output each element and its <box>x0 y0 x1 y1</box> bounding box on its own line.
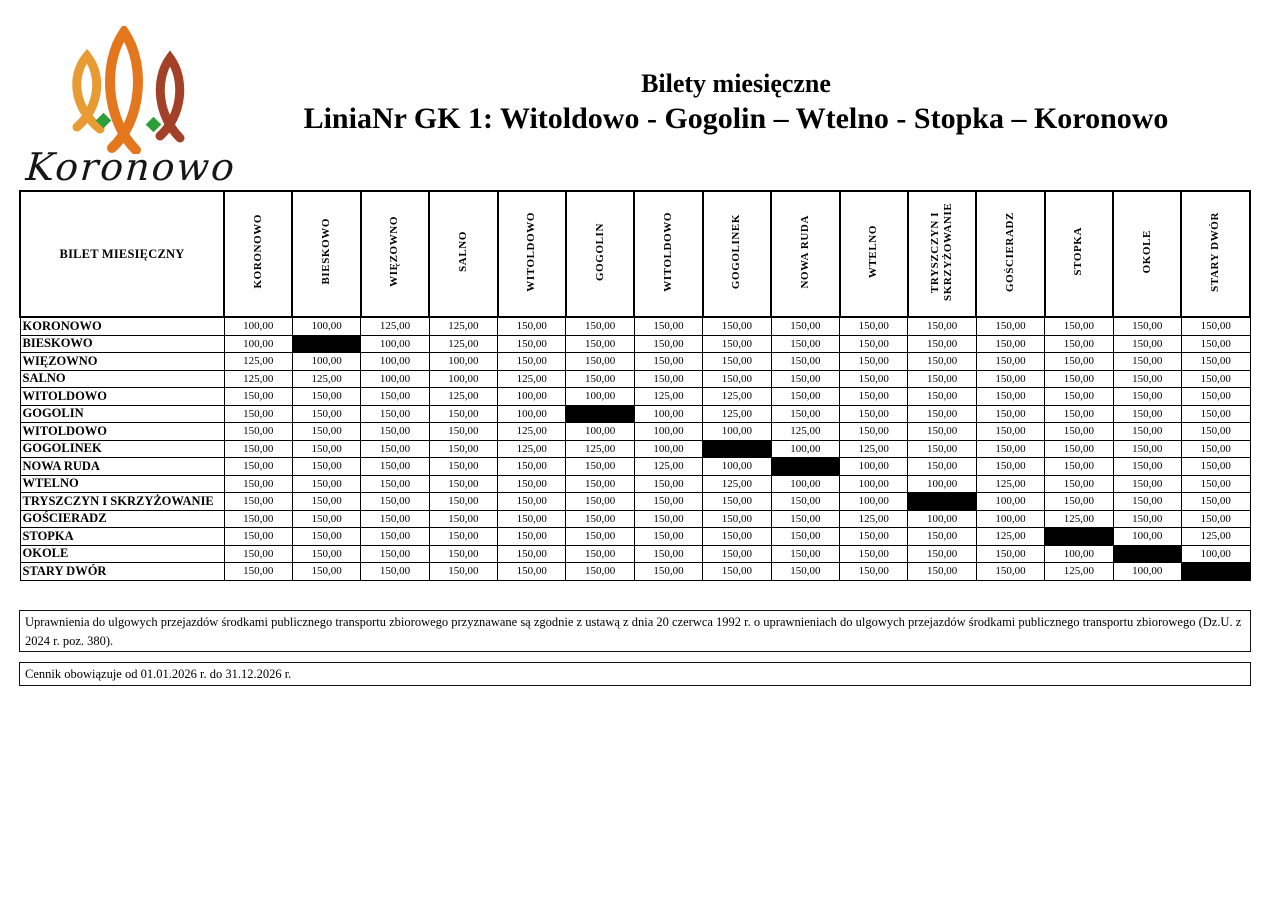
price-cell: 125,00 <box>292 370 360 388</box>
price-cell: 125,00 <box>429 388 497 406</box>
table-row-stary-dwór <box>20 563 1250 581</box>
table-row-bieskowo <box>20 335 1250 353</box>
price-cell: 150,00 <box>634 563 702 581</box>
price-cell: 150,00 <box>908 458 976 476</box>
price-cell: 150,00 <box>703 370 771 388</box>
price-cell: 125,00 <box>498 440 566 458</box>
price-cell: 125,00 <box>703 405 771 423</box>
row-label: WITOLDOWO <box>20 423 224 441</box>
price-cell: 150,00 <box>840 353 908 371</box>
price-cell: 150,00 <box>1181 475 1250 493</box>
row-label: GOŚCIERADZ <box>20 510 224 528</box>
price-cell: 100,00 <box>634 423 702 441</box>
col-header-label: GOGOLINEK <box>730 213 743 290</box>
price-cell: 150,00 <box>429 528 497 546</box>
price-cell: 150,00 <box>498 528 566 546</box>
price-cell: 150,00 <box>361 493 429 511</box>
price-cell: 100,00 <box>498 405 566 423</box>
price-cell: 125,00 <box>224 353 292 371</box>
price-cell: 150,00 <box>634 317 702 335</box>
price-cell: 150,00 <box>976 353 1044 371</box>
blocked-cell <box>1181 563 1250 581</box>
table-row-gościeradz <box>20 510 1250 528</box>
price-cell: 150,00 <box>498 563 566 581</box>
col-header-label: STOPKA <box>1072 227 1085 276</box>
price-cell: 150,00 <box>1045 335 1113 353</box>
row-label: STARY DWÓR <box>20 563 224 581</box>
header-row <box>20 191 1250 317</box>
price-cell: 150,00 <box>1045 317 1113 335</box>
price-cell: 125,00 <box>498 370 566 388</box>
blocked-cell <box>1045 528 1113 546</box>
price-cell: 100,00 <box>224 317 292 335</box>
price-cell: 150,00 <box>429 563 497 581</box>
price-cell: 100,00 <box>840 475 908 493</box>
price-table-header <box>20 191 1250 317</box>
price-cell: 150,00 <box>634 370 702 388</box>
price-cell: 150,00 <box>976 370 1044 388</box>
price-cell: 150,00 <box>634 353 702 371</box>
price-table-body <box>20 317 1250 580</box>
price-cell: 150,00 <box>224 510 292 528</box>
price-cell: 100,00 <box>566 423 634 441</box>
price-cell: 150,00 <box>361 458 429 476</box>
price-cell: 150,00 <box>292 440 360 458</box>
price-cell: 100,00 <box>1181 545 1250 563</box>
price-cell: 150,00 <box>1113 493 1181 511</box>
price-cell: 150,00 <box>498 475 566 493</box>
price-cell: 150,00 <box>224 388 292 406</box>
corner-cell: BILET MIESIĘCZNY <box>20 191 224 317</box>
price-cell: 150,00 <box>292 423 360 441</box>
price-cell: 100,00 <box>292 317 360 335</box>
price-cell: 150,00 <box>976 388 1044 406</box>
price-cell: 150,00 <box>292 563 360 581</box>
price-cell: 150,00 <box>1113 335 1181 353</box>
price-cell: 150,00 <box>1113 405 1181 423</box>
price-cell: 100,00 <box>771 475 839 493</box>
price-cell: 150,00 <box>292 545 360 563</box>
price-cell: 150,00 <box>429 493 497 511</box>
price-cell: 100,00 <box>634 405 702 423</box>
price-cell: 150,00 <box>361 510 429 528</box>
col-header-witoldowo <box>498 191 566 317</box>
col-header-label: OKOLE <box>1140 229 1153 274</box>
col-header-label: GOŚCIERADZ <box>1003 211 1016 292</box>
price-cell: 125,00 <box>634 458 702 476</box>
table-row-gogolin <box>20 405 1250 423</box>
price-cell: 150,00 <box>634 528 702 546</box>
table-row-witoldowo <box>20 388 1250 406</box>
col-header-tryszczyn-i-skrzyżowanie <box>908 191 976 317</box>
price-cell: 150,00 <box>566 353 634 371</box>
price-cell: 150,00 <box>703 335 771 353</box>
col-header-stopka <box>1045 191 1113 317</box>
price-cell: 150,00 <box>703 563 771 581</box>
price-cell: 125,00 <box>361 317 429 335</box>
price-cell: 150,00 <box>361 475 429 493</box>
price-cell: 150,00 <box>566 458 634 476</box>
price-cell: 150,00 <box>1181 353 1250 371</box>
price-cell: 150,00 <box>976 335 1044 353</box>
price-cell: 150,00 <box>1045 440 1113 458</box>
col-header-label: GOGOLIN <box>593 222 606 281</box>
price-cell: 150,00 <box>566 528 634 546</box>
blocked-cell <box>1113 545 1181 563</box>
price-cell: 150,00 <box>703 510 771 528</box>
row-label: GOGOLINEK <box>20 440 224 458</box>
table-row-salno <box>20 370 1250 388</box>
price-cell: 150,00 <box>1181 510 1250 528</box>
price-cell: 125,00 <box>840 510 908 528</box>
price-cell: 150,00 <box>566 493 634 511</box>
price-cell: 150,00 <box>224 423 292 441</box>
price-cell: 150,00 <box>1045 353 1113 371</box>
table-row-gogolinek <box>20 440 1250 458</box>
price-cell: 150,00 <box>976 423 1044 441</box>
price-cell: 150,00 <box>566 545 634 563</box>
table-row-okole <box>20 545 1250 563</box>
price-cell: 150,00 <box>840 528 908 546</box>
price-cell: 150,00 <box>771 510 839 528</box>
price-cell: 100,00 <box>429 370 497 388</box>
price-cell: 150,00 <box>771 563 839 581</box>
price-cell: 150,00 <box>840 388 908 406</box>
price-cell: 150,00 <box>566 335 634 353</box>
price-cell: 150,00 <box>498 545 566 563</box>
price-cell: 150,00 <box>498 510 566 528</box>
price-cell: 150,00 <box>634 493 702 511</box>
price-cell: 100,00 <box>361 335 429 353</box>
price-cell: 150,00 <box>840 335 908 353</box>
price-cell: 150,00 <box>429 423 497 441</box>
price-cell: 150,00 <box>224 475 292 493</box>
price-cell: 150,00 <box>771 335 839 353</box>
price-cell: 150,00 <box>498 458 566 476</box>
price-cell: 150,00 <box>908 405 976 423</box>
price-cell: 125,00 <box>1181 528 1250 546</box>
note-discounts: Uprawnienia do ulgowych przejazdów środkami publicznego transportu zbiorowego przyznawane są zgodnie z ustawą z dnia 20 czerwca 1992 r. o uprawnieniach do ulgowych przejazdów środkami publicznego transportu zbiorowego (Dz.U. z 2024 r. poz. 380). <box>19 610 1251 652</box>
price-cell: 150,00 <box>224 405 292 423</box>
price-cell: 150,00 <box>292 405 360 423</box>
price-cell: 150,00 <box>566 475 634 493</box>
price-cell: 150,00 <box>703 317 771 335</box>
price-cell: 150,00 <box>1181 388 1250 406</box>
price-cell: 150,00 <box>908 335 976 353</box>
price-cell: 150,00 <box>840 405 908 423</box>
row-label: OKOLE <box>20 545 224 563</box>
document-title <box>220 68 1252 138</box>
price-cell: 150,00 <box>1113 370 1181 388</box>
price-cell: 150,00 <box>1113 510 1181 528</box>
price-cell: 100,00 <box>771 440 839 458</box>
col-header-label: SALNO <box>456 231 469 272</box>
price-cell: 150,00 <box>361 388 429 406</box>
table-row-nowa-ruda <box>20 458 1250 476</box>
price-cell: 150,00 <box>1045 493 1113 511</box>
price-cell: 150,00 <box>771 317 839 335</box>
col-header-wtelno <box>840 191 908 317</box>
table-row-więzowno <box>20 353 1250 371</box>
table-row-witoldowo <box>20 423 1250 441</box>
price-cell: 150,00 <box>976 563 1044 581</box>
price-cell: 125,00 <box>429 335 497 353</box>
price-cell: 150,00 <box>429 440 497 458</box>
col-header-gościeradz <box>976 191 1044 317</box>
price-cell: 150,00 <box>566 317 634 335</box>
price-cell: 150,00 <box>908 388 976 406</box>
price-cell: 100,00 <box>429 353 497 371</box>
blocked-cell <box>771 458 839 476</box>
price-cell: 150,00 <box>429 458 497 476</box>
price-cell: 150,00 <box>1181 458 1250 476</box>
col-header-label: BIESKOWO <box>320 218 333 285</box>
price-cell: 150,00 <box>703 353 771 371</box>
price-cell: 150,00 <box>361 405 429 423</box>
price-cell: 100,00 <box>1113 528 1181 546</box>
price-cell: 150,00 <box>976 440 1044 458</box>
price-cell: 150,00 <box>498 493 566 511</box>
price-cell: 125,00 <box>840 440 908 458</box>
row-label: BIESKOWO <box>20 335 224 353</box>
price-cell: 100,00 <box>976 510 1044 528</box>
price-cell: 150,00 <box>224 528 292 546</box>
price-cell: 150,00 <box>1045 388 1113 406</box>
price-cell: 150,00 <box>1181 423 1250 441</box>
price-cell: 150,00 <box>498 317 566 335</box>
price-cell: 150,00 <box>566 563 634 581</box>
price-cell: 150,00 <box>634 510 702 528</box>
table-row-stopka <box>20 528 1250 546</box>
col-header-nowa-ruda <box>771 191 839 317</box>
price-cell: 150,00 <box>908 423 976 441</box>
blocked-cell <box>908 493 976 511</box>
price-cell: 150,00 <box>771 405 839 423</box>
price-cell: 150,00 <box>1113 388 1181 406</box>
price-cell: 100,00 <box>361 353 429 371</box>
price-cell: 150,00 <box>566 370 634 388</box>
price-cell: 150,00 <box>1045 458 1113 476</box>
price-cell: 150,00 <box>224 493 292 511</box>
price-cell: 150,00 <box>361 423 429 441</box>
price-cell: 100,00 <box>1045 545 1113 563</box>
price-cell: 100,00 <box>840 493 908 511</box>
price-cell: 100,00 <box>1113 563 1181 581</box>
price-cell: 150,00 <box>429 405 497 423</box>
price-cell: 100,00 <box>703 458 771 476</box>
price-cell: 150,00 <box>840 423 908 441</box>
price-cell: 150,00 <box>976 458 1044 476</box>
row-label: TRYSZCZYN I SKRZYŻOWANIE <box>20 493 224 511</box>
price-cell: 150,00 <box>1181 440 1250 458</box>
price-cell: 150,00 <box>976 317 1044 335</box>
koronowo-logo <box>24 26 238 192</box>
col-header-koronowo <box>224 191 292 317</box>
price-cell: 125,00 <box>566 440 634 458</box>
col-header-label: WITOLDOWO <box>525 211 538 292</box>
price-cell: 100,00 <box>292 353 360 371</box>
price-cell: 150,00 <box>292 475 360 493</box>
price-cell: 150,00 <box>771 528 839 546</box>
row-label: NOWA RUDA <box>20 458 224 476</box>
blocked-cell <box>292 335 360 353</box>
price-cell: 125,00 <box>703 475 771 493</box>
price-cell: 100,00 <box>840 458 908 476</box>
price-cell: 150,00 <box>771 493 839 511</box>
price-cell: 150,00 <box>292 528 360 546</box>
price-cell: 150,00 <box>361 563 429 581</box>
price-cell: 150,00 <box>771 545 839 563</box>
price-cell: 100,00 <box>976 493 1044 511</box>
price-cell: 150,00 <box>566 510 634 528</box>
price-cell: 100,00 <box>908 510 976 528</box>
price-cell: 125,00 <box>771 423 839 441</box>
koronowo-logo-icon <box>56 26 196 154</box>
col-header-więzowno <box>361 191 429 317</box>
price-cell: 100,00 <box>361 370 429 388</box>
price-cell: 150,00 <box>1181 335 1250 353</box>
price-cell: 125,00 <box>429 317 497 335</box>
price-cell: 150,00 <box>224 545 292 563</box>
price-cell: 150,00 <box>840 545 908 563</box>
price-cell: 150,00 <box>771 388 839 406</box>
price-cell: 100,00 <box>703 423 771 441</box>
col-header-okole <box>1113 191 1181 317</box>
price-cell: 150,00 <box>361 440 429 458</box>
table-row-wtelno <box>20 475 1250 493</box>
price-cell: 100,00 <box>498 388 566 406</box>
price-cell: 150,00 <box>1181 370 1250 388</box>
price-cell: 150,00 <box>1113 475 1181 493</box>
col-header-label: STARY DWÓR <box>1209 211 1222 292</box>
price-cell: 150,00 <box>1181 493 1250 511</box>
price-cell: 150,00 <box>908 353 976 371</box>
price-cell: 150,00 <box>1113 317 1181 335</box>
title-line1: Bilety miesięczne <box>641 69 831 98</box>
col-header-label: WTELNO <box>867 224 880 279</box>
price-cell: 125,00 <box>498 423 566 441</box>
price-cell: 150,00 <box>292 493 360 511</box>
price-cell: 125,00 <box>976 528 1044 546</box>
row-label: STOPKA <box>20 528 224 546</box>
note-validity: Cennik obowiązuje od 01.01.2026 r. do 31.12.2026 r. <box>19 662 1251 686</box>
price-cell: 100,00 <box>224 335 292 353</box>
col-header-gogolin <box>566 191 634 317</box>
price-cell: 150,00 <box>634 545 702 563</box>
logo-wordmark: Koronowo <box>24 145 238 189</box>
price-cell: 100,00 <box>908 475 976 493</box>
table-row-tryszczyn-i-skrzyżowanie <box>20 493 1250 511</box>
price-cell: 150,00 <box>429 510 497 528</box>
price-cell: 150,00 <box>908 545 976 563</box>
price-cell: 125,00 <box>703 388 771 406</box>
price-cell: 125,00 <box>224 370 292 388</box>
price-cell: 150,00 <box>224 563 292 581</box>
price-cell: 125,00 <box>634 388 702 406</box>
price-cell: 125,00 <box>1045 563 1113 581</box>
row-label: WITOLDOWO <box>20 388 224 406</box>
price-cell: 150,00 <box>224 458 292 476</box>
price-cell: 150,00 <box>1045 405 1113 423</box>
price-cell: 100,00 <box>566 388 634 406</box>
price-cell: 150,00 <box>1113 423 1181 441</box>
price-cell: 150,00 <box>840 370 908 388</box>
price-cell: 150,00 <box>634 475 702 493</box>
price-cell: 150,00 <box>498 335 566 353</box>
price-cell: 150,00 <box>908 440 976 458</box>
price-cell: 150,00 <box>1113 458 1181 476</box>
price-cell: 150,00 <box>976 405 1044 423</box>
col-header-gogolinek <box>703 191 771 317</box>
price-cell: 150,00 <box>1045 370 1113 388</box>
col-header-label: KORONOWO <box>251 214 264 289</box>
price-cell: 150,00 <box>908 317 976 335</box>
price-cell: 150,00 <box>1113 440 1181 458</box>
col-header-stary-dwór <box>1181 191 1250 317</box>
price-table <box>19 190 1251 581</box>
row-label: SALNO <box>20 370 224 388</box>
price-cell: 125,00 <box>1045 510 1113 528</box>
price-cell: 150,00 <box>361 528 429 546</box>
col-header-witoldowo <box>634 191 702 317</box>
price-cell: 150,00 <box>908 370 976 388</box>
row-label: WTELNO <box>20 475 224 493</box>
price-cell: 150,00 <box>1045 423 1113 441</box>
col-header-label: NOWA RUDA <box>798 214 811 289</box>
price-cell: 150,00 <box>976 545 1044 563</box>
title-line2: LiniaNr GK 1: Witoldowo - Gogolin – Wtelno - Stopka – Koronowo <box>303 102 1169 135</box>
price-cell: 150,00 <box>292 458 360 476</box>
col-header-bieskowo <box>292 191 360 317</box>
price-cell: 150,00 <box>1181 405 1250 423</box>
price-cell: 150,00 <box>908 528 976 546</box>
price-cell: 150,00 <box>498 353 566 371</box>
price-cell: 150,00 <box>771 370 839 388</box>
col-header-label: TRYSZCZYN I SKRZYŻOWANIE <box>929 202 955 301</box>
price-cell: 150,00 <box>634 335 702 353</box>
price-cell: 150,00 <box>292 510 360 528</box>
price-cell: 150,00 <box>703 528 771 546</box>
col-header-label: WIĘZOWNO <box>388 216 401 287</box>
price-cell: 100,00 <box>634 440 702 458</box>
price-cell: 150,00 <box>840 563 908 581</box>
price-cell: 150,00 <box>224 440 292 458</box>
row-label: GOGOLIN <box>20 405 224 423</box>
price-cell: 150,00 <box>292 388 360 406</box>
table-row-koronowo <box>20 317 1250 335</box>
price-cell: 150,00 <box>1181 317 1250 335</box>
blocked-cell <box>566 405 634 423</box>
price-cell: 150,00 <box>1045 475 1113 493</box>
col-header-label: WITOLDOWO <box>662 211 675 292</box>
price-cell: 150,00 <box>703 493 771 511</box>
col-header-salno <box>429 191 497 317</box>
price-cell: 150,00 <box>429 545 497 563</box>
price-cell: 125,00 <box>976 475 1044 493</box>
row-label: KORONOWO <box>20 317 224 335</box>
price-cell: 150,00 <box>771 353 839 371</box>
price-cell: 150,00 <box>1113 353 1181 371</box>
price-cell: 150,00 <box>361 545 429 563</box>
price-cell: 150,00 <box>840 317 908 335</box>
price-cell: 150,00 <box>703 545 771 563</box>
price-cell: 150,00 <box>908 563 976 581</box>
price-cell: 150,00 <box>429 475 497 493</box>
row-label: WIĘZOWNO <box>20 353 224 371</box>
blocked-cell <box>703 440 771 458</box>
